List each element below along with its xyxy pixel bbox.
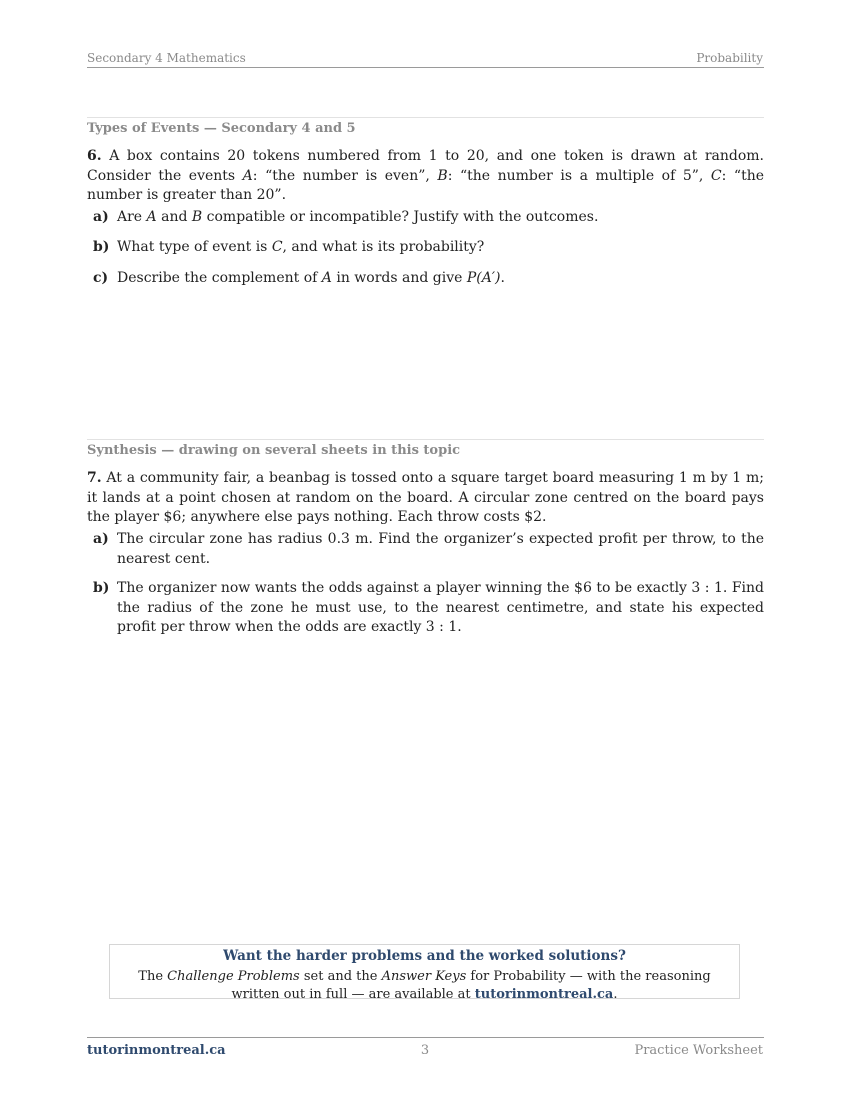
part-label: a) xyxy=(93,531,109,547)
problem-number: 7. xyxy=(87,470,102,486)
part-label: b) xyxy=(93,239,110,255)
problem-6-part-c xyxy=(93,269,764,289)
part-text: The circular zone has radius 0.3 m. Find the organizer’s expected profit per throw, to the nearest cent. xyxy=(117,531,764,567)
callout-title: Want the harder problems and the worked solutions? xyxy=(223,948,626,964)
section-divider xyxy=(87,117,764,118)
part-text: Describe the complement of A in words and give P(A′). xyxy=(117,270,505,286)
part-text: The organizer now wants the odds against a player winning the $6 to be exactly 3 : 1. Find the radius of the zone he must use, to the nearest centimetre, and state his expected profit per throw when the odds are exactly 3 : 1. xyxy=(117,580,764,635)
part-label: a) xyxy=(93,209,109,225)
footer-rule xyxy=(87,1037,764,1038)
header-subject: Secondary 4 Mathematics xyxy=(87,51,246,65)
callout-body: The Challenge Problems set and the Answer Keys for Probability — with the reasoning written out in full — are available at tutorinmontreal.ca. xyxy=(138,969,711,1002)
part-label: b) xyxy=(93,580,110,596)
header-topic: Probability xyxy=(696,51,763,65)
problem-6-part-b xyxy=(93,238,764,258)
header-rule xyxy=(87,67,764,68)
section-heading: Synthesis — drawing on several sheets in this topic xyxy=(87,443,461,458)
problem-7-part-a xyxy=(93,530,764,569)
problem-number: 6. xyxy=(87,148,102,164)
problem-6-part-a xyxy=(93,208,764,228)
page-number: 3 xyxy=(420,1043,430,1058)
problem-6: 6. A box contains 20 tokens numbered from 1 to 20, and one token is drawn at random. Consider the events A: “the number is even”, B: “the number is a multiple of 5”, C: “the number is greater than 20”. xyxy=(87,148,764,203)
footer-doc-type: Practice Worksheet xyxy=(634,1043,763,1058)
problem-7: 7. At a community fair, a beanbag is tossed onto a square target board measuring 1 m by 1 m; it lands at a point chosen at random on the board. A circular zone centred on the board pays the player $6; anywhere else pays nothing. Each throw costs $2. xyxy=(87,470,764,525)
part-text: Are A and B compatible or incompatible? Justify with the outcomes. xyxy=(117,209,599,225)
problem-7-part-b xyxy=(93,579,764,638)
part-text: What type of event is C, and what is its probability? xyxy=(117,239,485,255)
promo-callout xyxy=(109,944,740,1002)
section-divider xyxy=(87,439,764,440)
part-label: c) xyxy=(93,270,109,286)
section-heading: Types of Events — Secondary 4 and 5 xyxy=(87,121,356,136)
callout-site-link[interactable]: tutorinmontreal.ca xyxy=(474,986,614,1002)
footer-site-link[interactable]: tutorinmontreal.ca xyxy=(87,1043,226,1058)
